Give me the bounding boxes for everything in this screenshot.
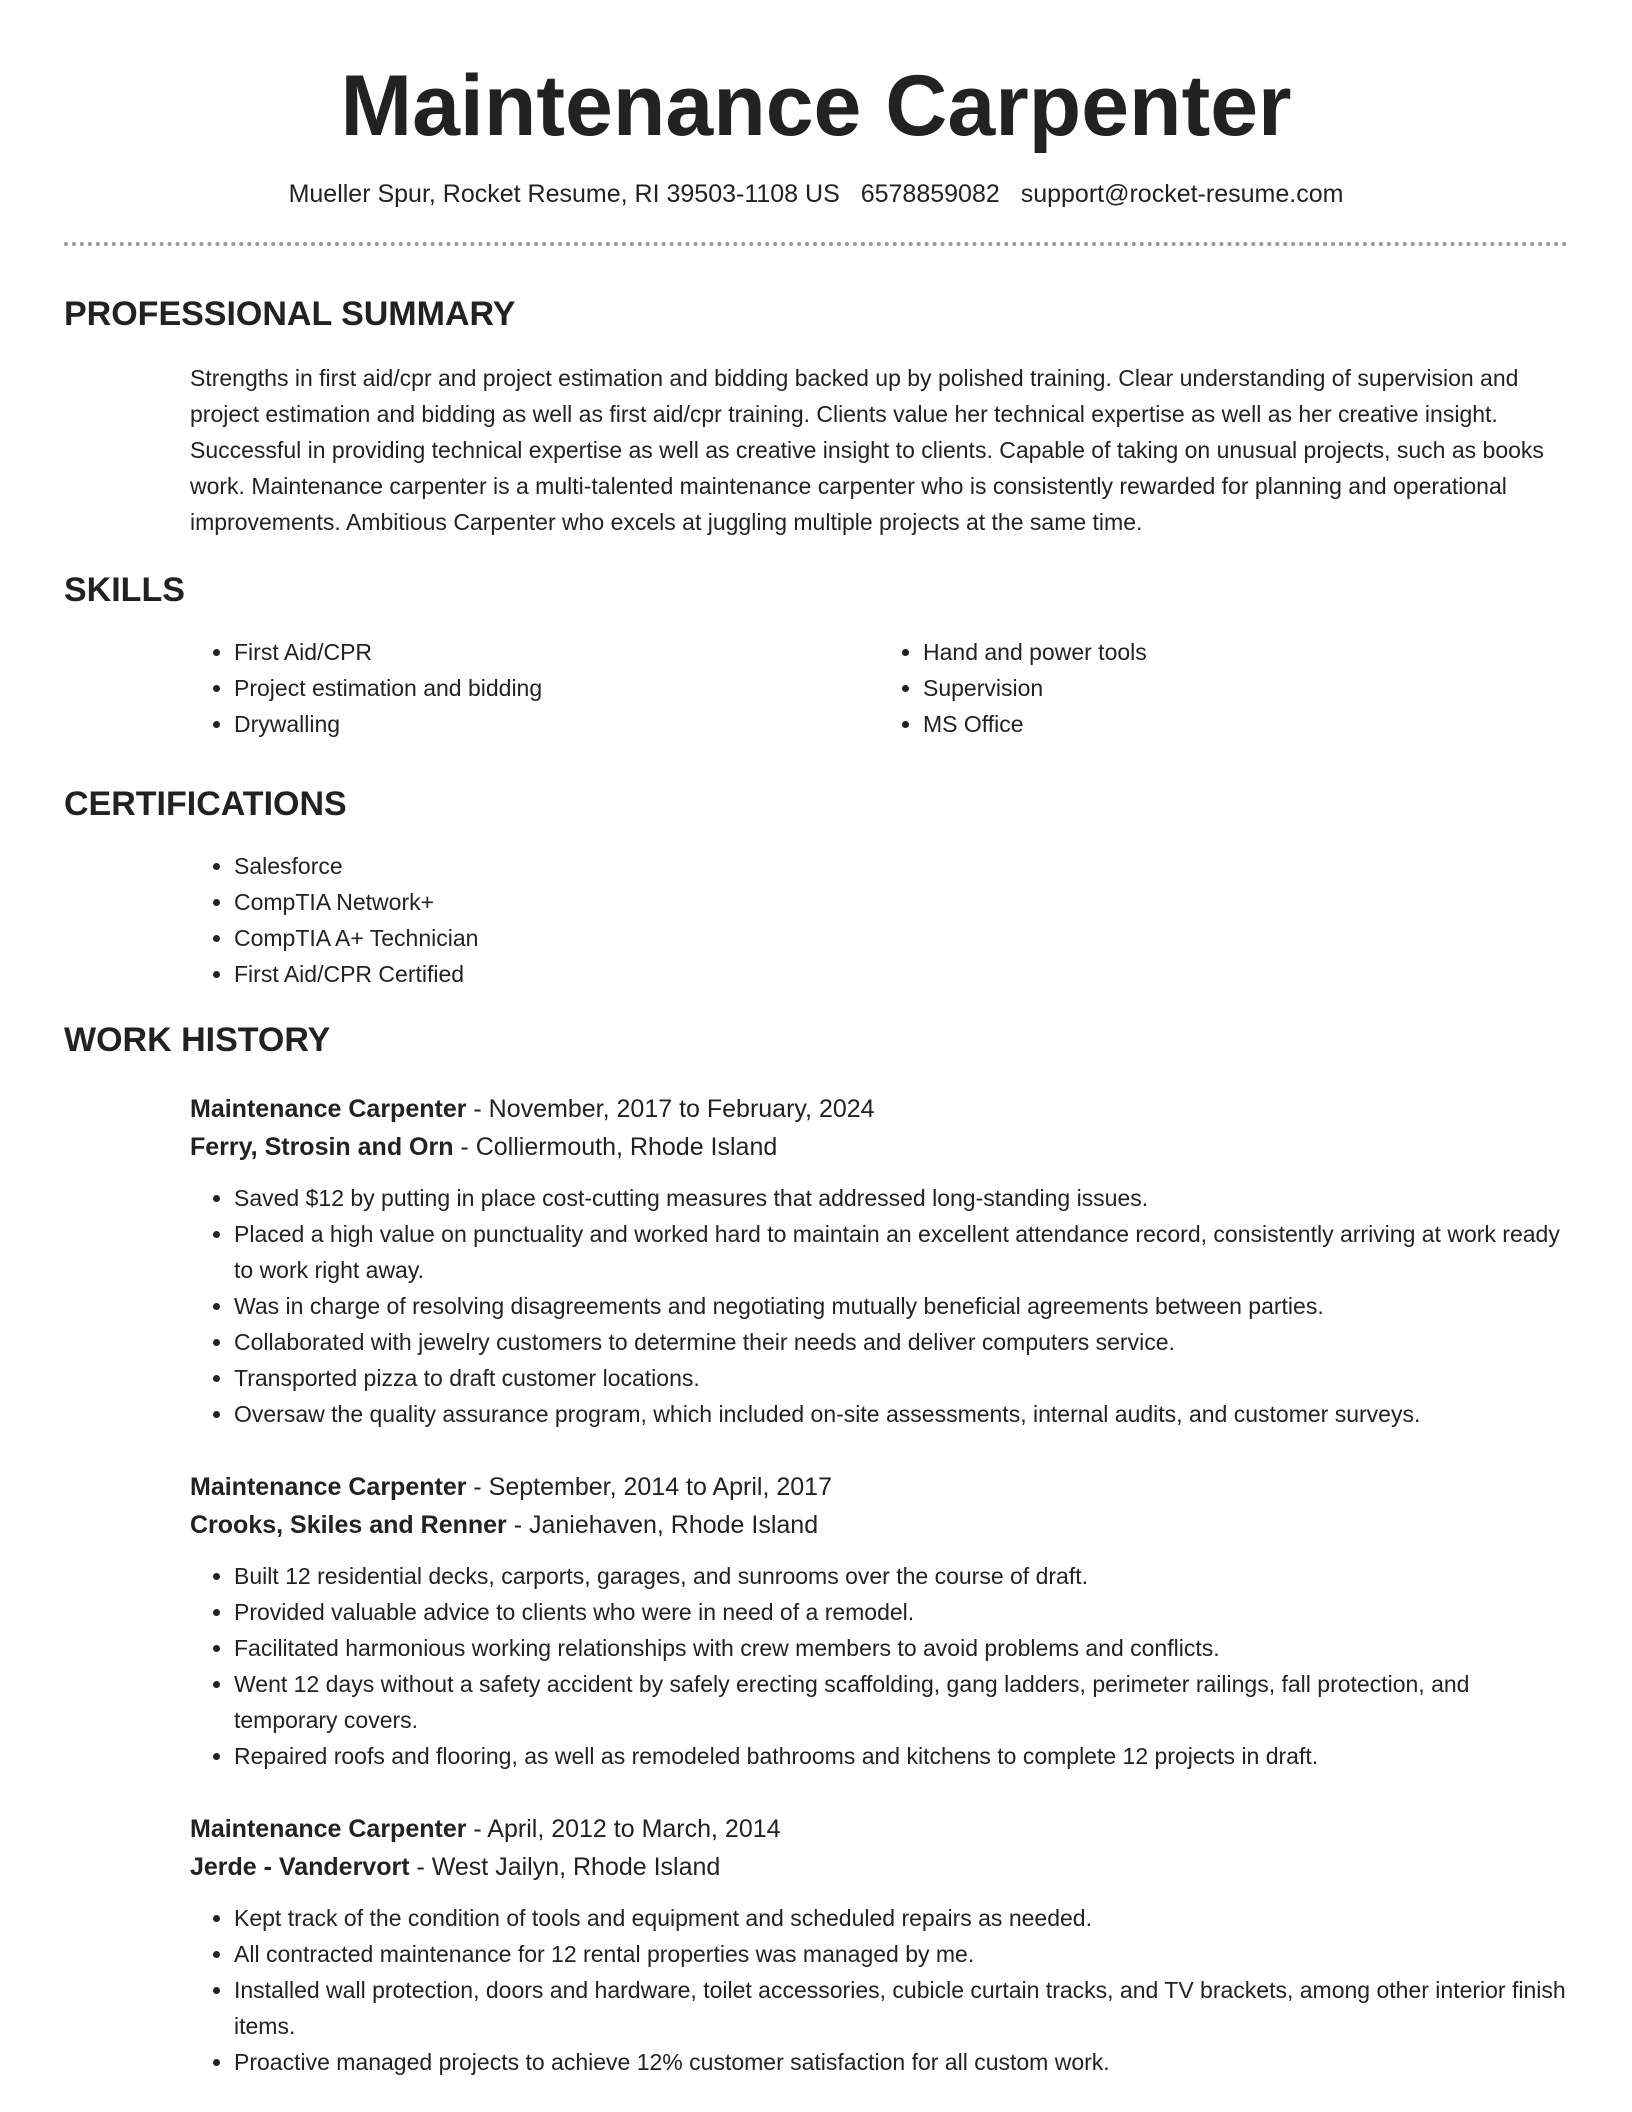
skill-item: • First Aid/CPR bbox=[234, 634, 879, 670]
work-history-heading: WORK HISTORY bbox=[64, 1021, 331, 1059]
job-title: Maintenance Carpenter bbox=[190, 1473, 467, 1501]
contact-line bbox=[64, 178, 1568, 210]
job-company: Ferry, Strosin and Orn bbox=[190, 1133, 454, 1161]
skills-list-right bbox=[879, 634, 1568, 742]
job-bullet: • All contracted maintenance for 12 rental properties was managed by me. bbox=[234, 1936, 1568, 1972]
certifications-list bbox=[190, 848, 1568, 992]
skill-item: • Supervision bbox=[923, 670, 1568, 706]
job-company: Jerde - Vandervort bbox=[190, 1853, 410, 1881]
job-company: Crooks, Skiles and Renner bbox=[190, 1511, 507, 1539]
job-bullet: • Went 12 days without a safety accident by safely erecting scaffolding, gang ladders, perimeter railings, fall protection, and temporary covers. bbox=[234, 1666, 1568, 1738]
summary-text: Strengths in first aid/cpr and project estimation and bidding backed up by polished training. Clear understanding of supervision and project estimation and bidding as well as first aid/cpr training. Clients value her technical expertise as well as her creative insight. Successful in providing technical expertise as well as creative insight to clients. Capable of taking on unusual projects, such as books work. Maintenance carpenter is a multi-talented maintenance carpenter who is consistently rewarded for planning and operational improvements. Ambitious Carpenter who excels at juggling multiple projects at the same time. bbox=[190, 365, 1544, 535]
certification-item: • CompTIA A+ Technician bbox=[234, 920, 1568, 956]
work-history-section bbox=[64, 1018, 1568, 2080]
job-bullet: • Was in charge of resolving disagreements and negotiating mutually beneficial agreements between parties. bbox=[234, 1288, 1568, 1324]
job-company-line bbox=[190, 1848, 1568, 1886]
certifications-heading: CERTIFICATIONS bbox=[64, 785, 347, 823]
job-bullet: • Installed wall protection, doors and hardware, toilet accessories, cubicle curtain tracks, and TV brackets, among other interior finish items. bbox=[234, 1972, 1568, 2044]
job-bullet: • Proactive managed projects to achieve 12% customer satisfaction for all custom work. bbox=[234, 2044, 1568, 2080]
job-bullets bbox=[190, 1900, 1568, 2080]
job-entry bbox=[190, 1810, 1568, 2080]
skills-list-left bbox=[190, 634, 879, 742]
job-bullet: • Saved $12 by putting in place cost-cutting measures that addressed long-standing issues. bbox=[234, 1180, 1568, 1216]
certification-item: • CompTIA Network+ bbox=[234, 884, 1568, 920]
candidate-name: Maintenance Carpenter bbox=[340, 58, 1292, 154]
job-bullet: • Placed a high value on punctuality and worked hard to maintain an excellent attendance record, consistently arriving at work ready to work right away. bbox=[234, 1216, 1568, 1288]
contact-email: support@rocket-resume.com bbox=[1020, 180, 1344, 208]
certifications-section bbox=[64, 782, 1568, 992]
job-dates: - September, 2014 to April, 2017 bbox=[466, 1473, 832, 1501]
job-title-line bbox=[190, 1090, 1568, 1128]
job-bullet: • Facilitated harmonious working relationships with crew members to avoid problems and conflicts. bbox=[234, 1630, 1568, 1666]
job-bullet: • Kept track of the condition of tools and equipment and scheduled repairs as needed. bbox=[234, 1900, 1568, 1936]
job-title-line bbox=[190, 1810, 1568, 1848]
skills-heading: SKILLS bbox=[64, 571, 185, 609]
skills-section bbox=[64, 568, 1568, 742]
job-bullets bbox=[190, 1558, 1568, 1774]
job-bullet: • Provided valuable advice to clients who were in need of a remodel. bbox=[234, 1594, 1568, 1630]
job-company-line bbox=[190, 1128, 1568, 1166]
job-bullet: • Transported pizza to draft customer locations. bbox=[234, 1360, 1568, 1396]
skill-item: • Hand and power tools bbox=[923, 634, 1568, 670]
job-bullet: • Collaborated with jewelry customers to determine their needs and deliver computers service. bbox=[234, 1324, 1568, 1360]
job-title-line bbox=[190, 1468, 1568, 1506]
skill-item: • Project estimation and bidding bbox=[234, 670, 879, 706]
job-bullet: • Oversaw the quality assurance program, which included on-site assessments, internal audits, and customer surveys. bbox=[234, 1396, 1568, 1432]
job-location: - West Jailyn, Rhode Island bbox=[409, 1853, 721, 1881]
job-title: Maintenance Carpenter bbox=[190, 1095, 467, 1123]
job-bullets bbox=[190, 1180, 1568, 1432]
job-entry bbox=[190, 1468, 1568, 1774]
job-bullet: • Repaired roofs and flooring, as well as remodeled bathrooms and kitchens to complete 12 projects in draft. bbox=[234, 1738, 1568, 1774]
job-location: - Janiehaven, Rhode Island bbox=[506, 1511, 819, 1539]
contact-phone: 6578859082 bbox=[860, 180, 1000, 208]
job-company-line bbox=[190, 1506, 1568, 1544]
header-divider bbox=[64, 242, 1568, 246]
job-dates: - April, 2012 to March, 2014 bbox=[466, 1815, 781, 1843]
job-bullet: • Built 12 residential decks, carports, garages, and sunrooms over the course of draft. bbox=[234, 1558, 1568, 1594]
certification-item: • First Aid/CPR Certified bbox=[234, 956, 1568, 992]
job-dates: - November, 2017 to February, 2024 bbox=[466, 1095, 875, 1123]
skill-item: • MS Office bbox=[923, 706, 1568, 742]
resume-page bbox=[64, 0, 1568, 2080]
job-entry bbox=[190, 1090, 1568, 1432]
skills-columns bbox=[190, 634, 1568, 742]
summary-section bbox=[64, 292, 1568, 540]
skill-item: • Drywalling bbox=[234, 706, 879, 742]
certification-item: • Salesforce bbox=[234, 848, 1568, 884]
summary-heading: PROFESSIONAL SUMMARY bbox=[64, 295, 516, 333]
job-title: Maintenance Carpenter bbox=[190, 1815, 467, 1843]
job-location: - Colliermouth, Rhode Island bbox=[453, 1133, 778, 1161]
contact-address: Mueller Spur, Rocket Resume, RI 39503-1108 US bbox=[288, 180, 840, 208]
